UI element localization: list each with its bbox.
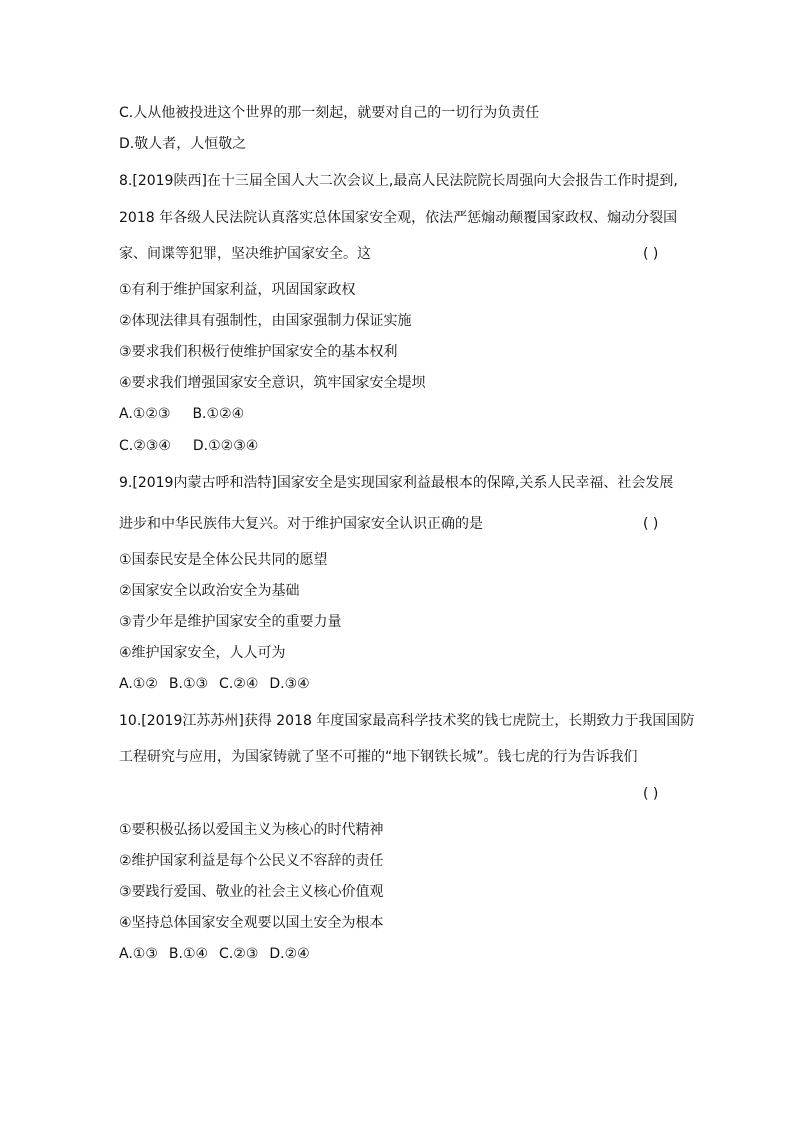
choice-b: B.①④ [168, 946, 209, 962]
choice-d: D.②④ [269, 946, 310, 962]
question-stem-line: 9.[2019内蒙古呼和浩特]国家安全是实现国家利益最根本的保障,关系人民幸福、社会发展 [119, 475, 674, 491]
statement-item: ①有利于维护国家利益，巩固国家政权 [119, 282, 356, 298]
statement-item: ④坚持总体国家安全观要以国土安全为根本 [119, 915, 384, 931]
choice-d: D.①②③④ [192, 438, 259, 454]
choice-b: B.①②④ [192, 406, 245, 422]
statement-item: ③要求我们积极行使维护国家安全的基本权利 [119, 344, 398, 360]
statement-item: ②体现法律具有强制性，由国家强制力保证实施 [119, 313, 412, 329]
question-stem-line: 进步和中华民族伟大复兴。对于维护国家安全认识正确的是 [119, 516, 483, 532]
statement-item: ④维护国家安全，人人可为 [119, 645, 286, 661]
option-c-prev: C.人从他被投进这个世界的那一刻起，就要对自己的一切行为负责任 [119, 105, 540, 121]
choice-c: C.②③ [219, 946, 259, 962]
choice-a: A.①③ [119, 946, 158, 962]
choice-b: B.①③ [168, 676, 209, 692]
statement-item: ①国泰民安是全体公民共同的愿望 [119, 552, 328, 568]
statement-item: ②国家安全以政治安全为基础 [119, 583, 300, 599]
statement-item: ④要求我们增强国家安全意识，筑牢国家安全堤坝 [119, 375, 426, 391]
question-stem-line: 家、间谍等犯罪，坚决维护国家安全。这 [119, 246, 371, 262]
answer-blank: ( ) [643, 786, 659, 802]
question-stem-line: 2018 年各级人民法院认真落实总体国家安全观，依法严惩煽动颠覆国家政权、煽动分裂国 [119, 210, 678, 226]
answer-blank: ( ) [643, 246, 659, 262]
choice-row [119, 436, 258, 456]
statement-item: ③要践行爱国、敬业的社会主义核心价值观 [119, 884, 384, 900]
choice-a: A.①② [119, 676, 158, 692]
choice-a: A.①②③ [119, 406, 171, 422]
choice-row [119, 944, 310, 964]
choice-row [119, 674, 310, 694]
statement-item: ①要积极弘扬以爱国主义为核心的时代精神 [119, 822, 384, 838]
choice-row [119, 404, 244, 424]
answer-blank: ( ) [643, 516, 659, 532]
question-stem-line: 8.[2019陕西]在十三届全国人大二次会议上,最高人民法院院长周强向大会报告工作时提到, [119, 173, 678, 189]
choice-d: D.③④ [269, 676, 310, 692]
statement-item: ③青少年是维护国家安全的重要力量 [119, 614, 342, 630]
statement-item: ②维护国家利益是每个公民义不容辞的责任 [119, 853, 384, 869]
choice-c: C.②③④ [119, 438, 171, 454]
question-stem-line: 工程研究与应用，为国家铸就了坚不可摧的“地下钢铁长城”。钱七虎的行为告诉我们 [119, 749, 638, 765]
option-d-prev: D.敬人者，人恒敬之 [119, 136, 247, 152]
choice-c: C.②④ [219, 676, 259, 692]
question-stem-line: 10.[2019江苏苏州]获得 2018 年度国家最高科学技术奖的钱七虎院士，长期致力于我国国防 [119, 713, 695, 729]
